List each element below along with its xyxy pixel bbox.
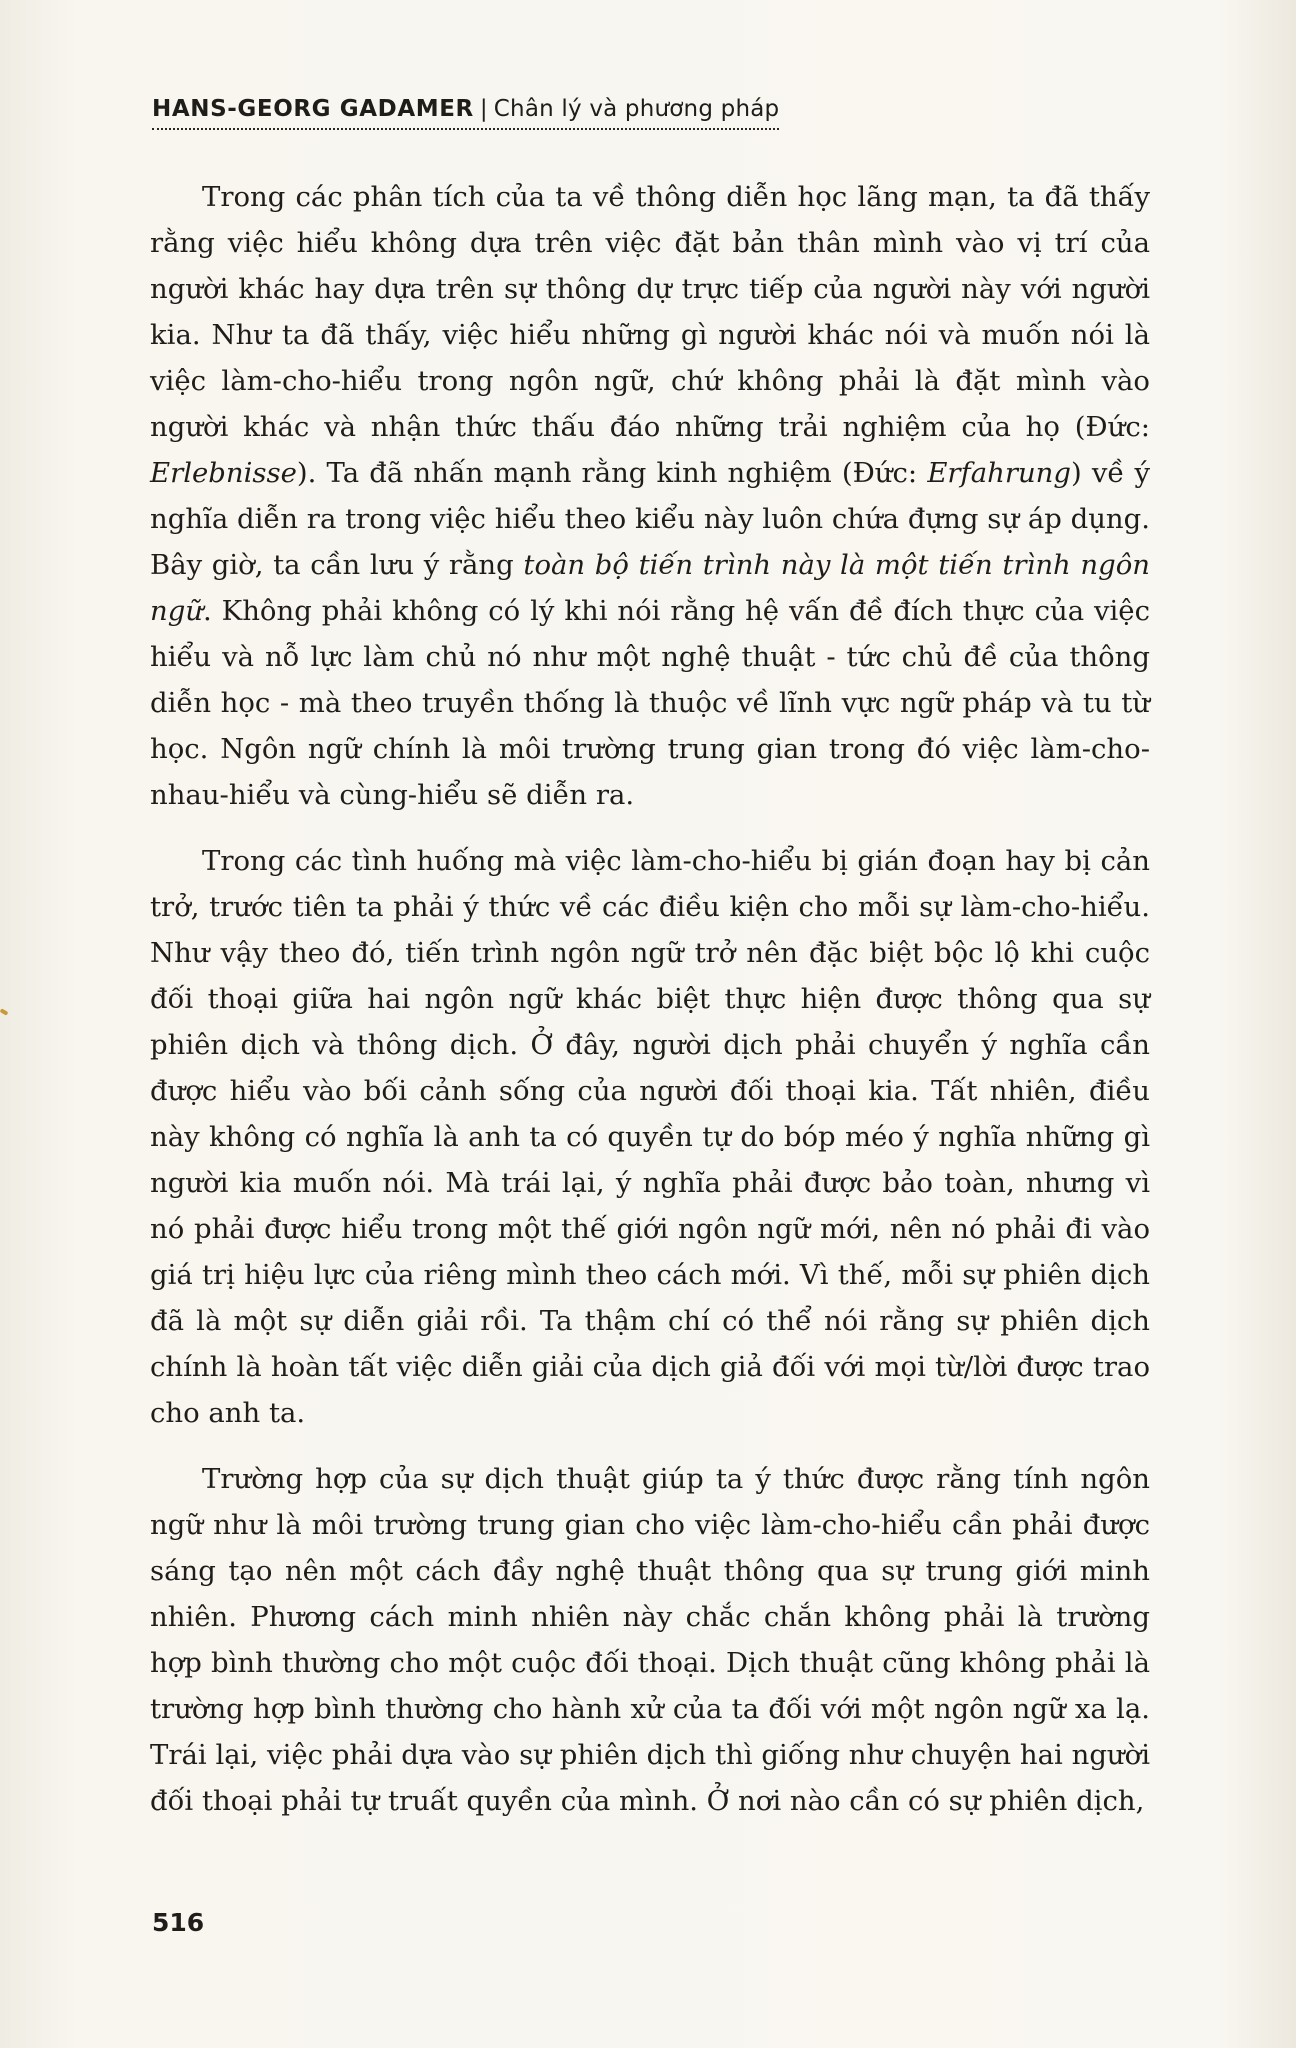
header-separator: | [479, 96, 488, 122]
running-header [152, 96, 779, 130]
italic-term-erlebnisse: Erlebnisse [150, 457, 297, 489]
paragraph-1-text-d: . Không phải không có lý khi nói rằng hệ vấn đề đích thực của việc hiểu và nỗ lực làm chủ nó như một nghệ thuật - tức chủ đề của thông diễn học - mà theo truyền thống là thuộc về lĩnh vực ngữ pháp và tu từ học. Ngôn ngữ chính là môi trường trung gian trong đó việc làm-cho-nhau-hiểu và cùng-hiểu sẽ diễn ra. [150, 595, 1150, 811]
paragraph-3: Trường hợp của sự dịch thuật giúp ta ý thức được rằng tính ngôn ngữ như là môi trường trung gian cho việc làm-cho-hiểu cần phải được sáng tạo nên một cách đầy nghệ thuật thông qua sự trung giới minh nhiên. Phương cách minh nhiên này chắc chắn không phải là trường hợp bình thường cho một cuộc đối thoại. Dịch thuật cũng không phải là trường hợp bình thường cho hành xử của ta đối với một ngôn ngữ xa lạ. Trái lại, việc phải dựa vào sự phiên dịch thì giống như chuyện hai người đối thoại phải tự truất quyền của mình. Ở nơi nào cần có sự phiên dịch, [150, 1463, 1150, 1817]
margin-mark [0, 1008, 8, 1015]
header-author: HANS-GEORG GADAMER [152, 96, 474, 122]
paragraph-1-text-b: ). Ta đã nhấn mạnh rằng kinh nghiệm (Đức: [296, 457, 928, 489]
italic-term-erfahrung: Erfahrung [927, 457, 1071, 489]
paragraph-2: Trong các tình huống mà việc làm-cho-hiểu bị gián đoạn hay bị cản trở, trước tiên ta phải ý thức về các điều kiện cho mỗi sự làm-cho-hiểu. Như vậy theo đó, tiến trình ngôn ngữ trở nên đặc biệt bộc lộ khi cuộc đối thoại giữa hai ngôn ngữ khác biệt thực hiện được thông qua sự phiên dịch và thông dịch. Ở đây, người dịch phải chuyển ý nghĩa cần được hiểu vào bối cảnh sống của người đối thoại kia. Tất nhiên, điều này không có nghĩa là anh ta có quyền tự do bóp méo ý nghĩa những gì người kia muốn nói. Mà trái lại, ý nghĩa phải được bảo toàn, nhưng vì nó phải được hiểu trong một thế giới ngôn ngữ mới, nên nó phải đi vào giá trị hiệu lực của riêng mình theo cách mới. Vì thế, mỗi sự phiên dịch đã là một sự diễn giải rồi. Ta thậm chí có thể nói rằng sự phiên dịch chính là hoàn tất việc diễn giải của dịch giả đối với mọi từ/lời được trao cho anh ta. [150, 845, 1150, 1429]
header-book-title: Chân lý và phương pháp [493, 96, 780, 122]
italic-emphasis-phrase: toàn bộ tiến trình này là một tiến trình ngôn ngữ [150, 549, 1150, 627]
paragraph-1-text-c: ) về ý nghĩa diễn ra trong việc hiểu theo kiểu này luôn chứa đựng sự áp dụng. Bây giờ, ta cần lưu ý rằng [150, 457, 1150, 581]
paragraph-1 [150, 174, 1150, 818]
body-text [150, 174, 1150, 1844]
paragraph-1-text-a: Trong các phân tích của ta về thông diễn học lãng mạn, ta đã thấy rằng việc hiểu không dựa trên việc đặt bản thân mình vào vị trí của người khác hay dựa trên sự thông dự trực tiếp của người này với người kia. Như ta đã thấy, việc hiểu những gì người khác nói và muốn nói là việc làm-cho-hiểu trong ngôn ngữ, chứ không phải là đặt mình vào người khác và nhận thức thấu đáo những trải nghiệm của họ (Đức: [150, 181, 1150, 443]
page-number: 516 [152, 1908, 205, 1937]
